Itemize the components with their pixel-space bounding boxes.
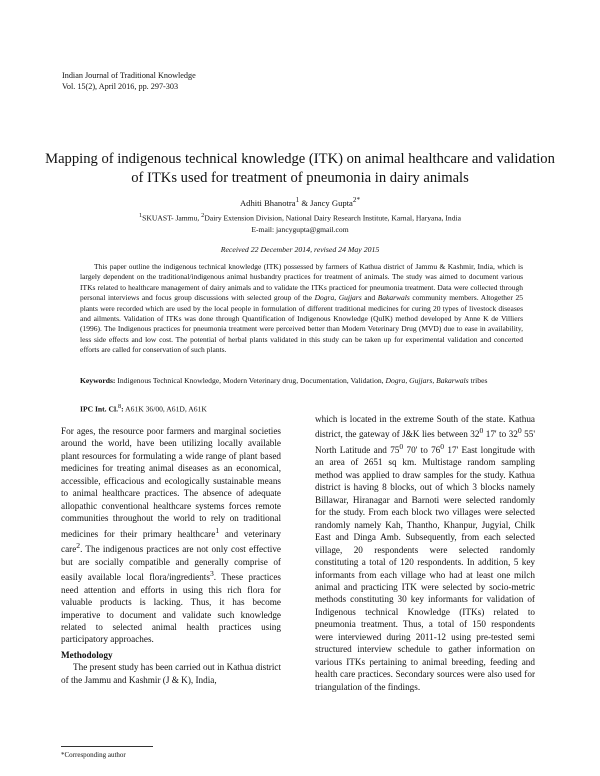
abstract-italic-bakarwals: Bakarwals	[377, 293, 410, 303]
received-dates: Received 22 December 2014, revised 24 May 2015	[220, 245, 380, 254]
affil-2: Dairy Extension Division, National Dairy Research Institute, Karnal, Haryana, India	[204, 213, 461, 223]
affiliation-line	[0, 210, 600, 224]
abstract-text-3: and	[361, 293, 378, 303]
ipc-label: IPC Int. Cl.	[80, 404, 118, 414]
author-1: Adhiti Bhanotra	[239, 197, 296, 208]
journal-header	[62, 70, 196, 92]
keywords-text-1: Indigenous Technical Knowledge, Modern Veterinary drug, Documentation, Validation,	[115, 376, 386, 385]
author-list	[0, 196, 600, 208]
degree-2: 0	[517, 426, 522, 436]
abstract	[80, 262, 523, 356]
body-column-right	[315, 413, 535, 693]
body-column-left	[61, 425, 281, 686]
abstract-text-1: This paper outline the indigenous technical knowledge (ITK) possessed by farmers of Kathua district of Jammu & Kashmir, India, which is largely dependent on the traditional/indigenous animal husbandry practices for treatment of animals. The study was aimed to document various ITKs related to healthcare management of dairy animals and to validate the ITKs practiced for pneumonia treatment. Data were collected through personal interviews and focus group discussions with selected group of the	[80, 262, 523, 303]
intro-text-1: For ages, the resource poor farmers and marginal societies around the world, have been utilizing locally available plant resources for formulating a wide range of plant based medicines for treating animal diseases as an economical, accessible, efficacious and ecologically sustainable means to animal healthcare practices. The absence of adequate allopathic conventional healthcare systems forces remote communities throughout the world to rely on traditional medicines for their primary healthcare	[61, 426, 281, 539]
method-text-3: 55' North Latitude and 75	[315, 429, 535, 456]
degree-1: 0	[479, 426, 484, 436]
degree-4: 0	[440, 441, 445, 451]
section-heading-methodology: Methodology	[61, 649, 113, 660]
ipc-classification	[80, 403, 207, 414]
ipc-value: A61K 36/00, A61D, A61K	[123, 404, 207, 414]
paper-title: Mapping of indigenous technical knowledge (ITK) on animal healthcare and validation of ITKs used for treatment of pneumonia in dairy animals	[45, 151, 555, 186]
author-2: Jancy Gupta	[310, 197, 353, 208]
intro-paragraph	[61, 425, 281, 646]
keywords-text-3: ,	[432, 376, 437, 385]
ref-2: 2	[76, 541, 81, 551]
degree-3: 0	[399, 441, 404, 451]
keywords-italic-2: Gujjars	[409, 376, 433, 385]
ipc-sup: 8	[117, 403, 122, 410]
keywords	[80, 376, 523, 387]
methodology-continued	[315, 413, 535, 693]
journal-name: Indian Journal of Traditional Knowledge	[62, 71, 196, 80]
keywords-text-2: ,	[405, 376, 410, 385]
intro-text-3: . The indigenous practices are not only cost effective but are socially compatible and generally comprise of easily available local flora/ingredients	[61, 544, 281, 583]
keywords-label: Keywords:	[80, 376, 116, 385]
ipc-colon: :	[121, 404, 124, 414]
author-1-sup: 1	[295, 196, 300, 204]
keywords-text-4: tribes	[468, 376, 488, 385]
author-2-sup: 2*	[352, 196, 361, 204]
abstract-italic-gujjars: Gujjars	[338, 293, 362, 303]
email: E-mail: jancygupta@gmail.com	[251, 224, 349, 234]
keywords-italic-3: Bakarwals	[436, 376, 469, 385]
intro-text-2: and veterinary care	[61, 528, 281, 555]
methodology-paragraph: The present study has been carried out in Kathua district of the Jammu and Kashmir (J & K), India,	[61, 662, 281, 685]
method-text-5: 17' East longitude with an area of 2651 sq km. Multistage random sampling method was applied to draw samples for the study. Kathua district is having 8 blocks, out of which 3 blocks namely Billawar, Hiranagar and Barnoti were selected randomly for the study. From each block two villages were selected randomly namely Kah, Thantho, Khanpur, Jugyial, Chilk East and Dinga Amb. Subsequently, from each selected village, 20 respondents were selected randomly constituting a total of 120 respondents. In addition, 5 key informants from each village who had at least one milch animal and practicing ITK were selected by socio-metric methods constituting 30 key informants for validation of Indigenous technical Knowledge (ITKs) related to pneumonia treatment. Thus, a total of 150 respondents were interviewed during 2011-12 using pre-tested semi structured interview schedule to gather information on various ITKs pertaining to animal breeding, feeding and health care practices. Secondary sources were also used for triangulation of the findings.	[315, 445, 535, 692]
keywords-italic-1: Dogra	[385, 376, 406, 385]
abstract-italic-dogra: Dogra	[314, 293, 335, 303]
abstract-text-2: ,	[334, 293, 339, 303]
ref-1: 1	[215, 525, 220, 535]
ref-3: 3	[209, 569, 214, 579]
method-text-2: 17' to 32	[483, 429, 518, 440]
affil-1: SKUAST- Jammu,	[142, 213, 202, 223]
abstract-text-4: community members. Altogether 25 plants were recorded which are used by the local people in formulation of different traditional medicines for curing 20 types of livestock diseases and ailments. Validation of ITKs was done through Quantification of Indigenous Knowledge (QuIK) method developed by Anne K de Villiers (1996). The Indigenous practices for pneumonia treatment were perceived better than Modern Veterinary Drug (MVD) due to ease in availability, less side effects and low cost. The potential of herbal plants validated in this study can be taken up for experimental validation and concerted efforts are called for conservation of such plants.	[80, 293, 523, 355]
affil-sup-1: 1	[139, 212, 143, 219]
footnote-corresponding-author: *Corresponding author	[61, 751, 126, 759]
intro-text-4: . These practices need attention and efforts in using this rich flora for valuable products is lacking. Thus, it has become imperative to document and validate such knowledge related to selected animal health practices using participatory approaches.	[61, 572, 281, 645]
affiliations	[0, 210, 600, 235]
journal-volume: Vol. 15(2), April 2016, pp. 297-303	[62, 82, 179, 91]
footnote-divider	[61, 746, 153, 747]
method-text-4: 70' to 76	[403, 445, 441, 456]
affil-sup-2: 2	[201, 212, 205, 219]
author-separator: &	[299, 197, 311, 208]
method-text-1: which is located in the extreme South of the state. Kathua district, the gateway of J&K lies between 32	[315, 414, 535, 440]
